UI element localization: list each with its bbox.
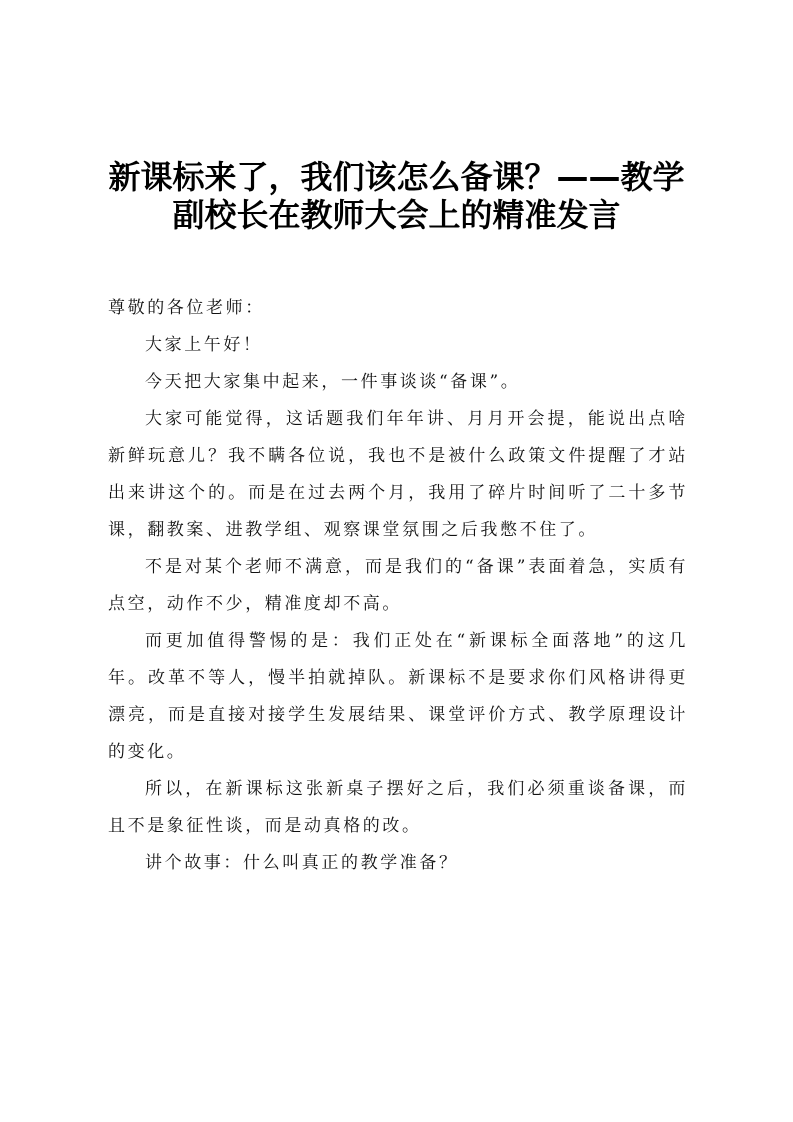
document-body <box>108 290 688 882</box>
paragraph-warning: 而更加值得警惕的是：我们正处在“新课标全面落地”的这几年。改革不等人，慢半拍就掉队。新课标不是要求你们风格讲得更漂亮，而是直接对接学生发展结果、课堂评价方式、教学原理设计的变化。 <box>108 631 688 762</box>
paragraph-problem: 不是对某个老师不满意，而是我们的“备课”表面着急，实质有点空，动作不少，精准度却不高。 <box>108 557 688 614</box>
paragraph-topic: 今天把大家集中起来，一件事谈谈“备课”。 <box>145 372 521 392</box>
document-title: 新课标来了，我们该怎么备课？——教学副校长在教师大会上的精准发言 <box>108 158 685 234</box>
paragraph-greeting: 大家上午好！ <box>145 335 263 355</box>
paragraph-story-intro: 讲个故事：什么叫真正的教学准备？ <box>145 853 459 873</box>
paragraph-observation: 大家可能觉得，这话题我们年年讲、月月开会提，能说出点啥新鲜玩意儿？我不瞒各位说，我也不是被什么政策文件提醒了才站出来讲这个的。而是在过去两个月，我用了碎片时间听了二十多节课，翻教案、进教学组、观察课堂氛围之后我憋不住了。 <box>108 409 688 540</box>
salutation: 尊敬的各位老师： <box>108 298 265 318</box>
paragraph-conclusion: 所以，在新课标这张新桌子摆好之后，我们必须重谈备课，而且不是象征性谈，而是动真格的改。 <box>108 779 688 836</box>
